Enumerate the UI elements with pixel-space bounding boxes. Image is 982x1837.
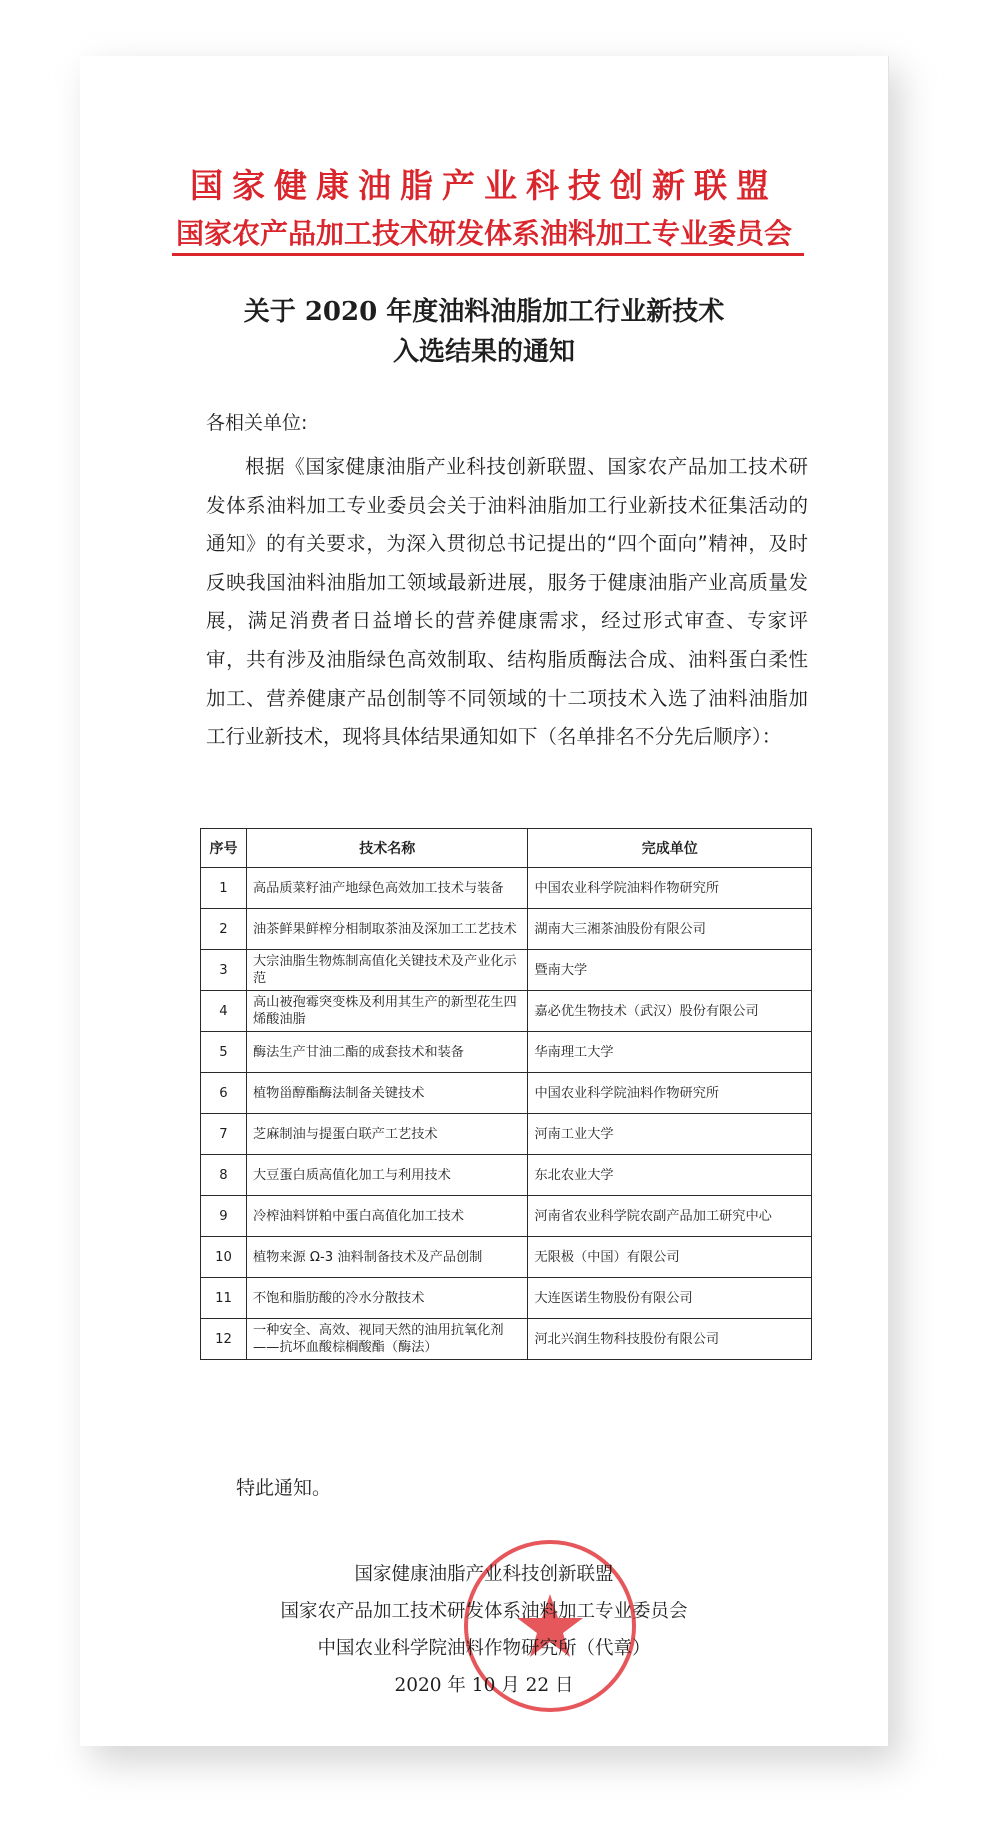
row-index: 11	[201, 1278, 247, 1319]
technology-table	[200, 828, 812, 1360]
table-row	[201, 1278, 812, 1319]
row-organization: 无限极（中国）有限公司	[528, 1237, 812, 1278]
header-organization: 完成单位	[528, 829, 812, 868]
row-technology: 植物甾醇酯酶法制备关键技术	[246, 1073, 528, 1114]
row-index: 10	[201, 1237, 247, 1278]
row-organization: 华南理工大学	[528, 1032, 812, 1073]
row-index: 3	[201, 950, 247, 991]
table-row	[201, 1196, 812, 1237]
header-index: 序号	[201, 829, 247, 868]
row-index: 5	[201, 1032, 247, 1073]
table-row	[201, 1155, 812, 1196]
header-technology: 技术名称	[246, 829, 528, 868]
row-technology: 高品质菜籽油产地绿色高效加工技术与装备	[246, 868, 528, 909]
signature-org-2: 国家农产品加工技术研发体系油料加工专业委员会	[280, 1601, 688, 1622]
row-technology: 一种安全、高效、视同天然的油用抗氧化剂——抗坏血酸棕榈酸酯（酶法）	[246, 1319, 528, 1360]
title-line-2: 入选结果的通知	[392, 337, 575, 367]
row-organization: 中国农业科学院油料作物研究所	[528, 868, 812, 909]
row-technology: 大宗油脂生物炼制高值化关键技术及产业化示范	[246, 950, 528, 991]
table-row	[201, 950, 812, 991]
row-index: 8	[201, 1155, 247, 1196]
closing-remark: 特此通知。	[236, 1477, 332, 1499]
letterhead-red-rule	[172, 253, 804, 256]
row-index: 6	[201, 1073, 247, 1114]
row-technology: 冷榨油料饼粕中蛋白高值化加工技术	[246, 1196, 528, 1237]
row-technology: 高山被孢霉突变株及利用其生产的新型花生四烯酸油脂	[246, 991, 528, 1032]
table-row	[201, 1319, 812, 1360]
row-technology: 植物来源 Ω-3 油料制备技术及产品创制	[246, 1237, 528, 1278]
row-organization: 暨南大学	[528, 950, 812, 991]
row-index: 7	[201, 1114, 247, 1155]
signature-date: 2020 年 10 月 22 日	[394, 1675, 574, 1696]
title-line-1: 关于 2020 年度油料油脂加工行业新技术	[243, 297, 725, 327]
row-index: 12	[201, 1319, 247, 1360]
row-organization: 中国农业科学院油料作物研究所	[528, 1073, 812, 1114]
table-row	[201, 1073, 812, 1114]
row-index: 1	[201, 868, 247, 909]
row-technology: 芝麻制油与提蛋白联产工艺技术	[246, 1114, 528, 1155]
row-organization: 湖南大三湘茶油股份有限公司	[528, 909, 812, 950]
row-organization: 东北农业大学	[528, 1155, 812, 1196]
row-technology: 大豆蛋白质高值化加工与利用技术	[246, 1155, 528, 1196]
table-row	[201, 991, 812, 1032]
row-technology: 不饱和脂肪酸的冷水分散技术	[246, 1278, 528, 1319]
row-organization: 河北兴润生物科技股份有限公司	[528, 1319, 812, 1360]
row-index: 9	[201, 1196, 247, 1237]
table-row	[201, 868, 812, 909]
row-organization: 河南省农业科学院农副产品加工研究中心	[528, 1196, 812, 1237]
table-row	[201, 1032, 812, 1073]
letterhead-line-1: 国家健康油脂产业科技创新联盟	[190, 166, 778, 205]
row-technology: 酶法生产甘油二酯的成套技术和装备	[246, 1032, 528, 1073]
body-paragraph: 根据《国家健康油脂产业科技创新联盟、国家农产品加工技术研发体系油料加工专业委员会关于油料油脂加工行业新技术征集活动的通知》的有关要求，为深入贯彻总书记提出的“四个面向”精神，及时反映我国油料油脂加工领域最新进展，服务于健康油脂产业高质量发展，满足消费者日益增长的营养健康需求，经过形式审查、专家评审，共有涉及油脂绿色高效制取、结构脂质酶法合成、油料蛋白柔性加工、营养健康产品创制等不同领域的十二项技术入选了油料油脂加工行业新技术，现将具体结果通知如下（名单排名不分先后顺序）：	[206, 455, 808, 749]
row-organization: 嘉必优生物技术（武汉）股份有限公司	[528, 991, 812, 1032]
salutation: 各相关单位:	[206, 412, 308, 434]
document-title	[80, 292, 888, 372]
row-organization: 河南工业大学	[528, 1114, 812, 1155]
table-header-row	[201, 829, 812, 868]
row-organization: 大连医诺生物股份有限公司	[528, 1278, 812, 1319]
signature-org-3: 中国农业科学院油料作物研究所（代章）	[317, 1638, 651, 1659]
row-technology: 油茶鲜果鲜榨分相制取茶油及深加工工艺技术	[246, 909, 528, 950]
table-row	[201, 1114, 812, 1155]
row-index: 4	[201, 991, 247, 1032]
signature-org-1: 国家健康油脂产业科技创新联盟	[354, 1564, 614, 1585]
table-row	[201, 909, 812, 950]
table-row	[201, 1237, 812, 1278]
letterhead-line-2: 国家农产品加工技术研发体系油料加工专业委员会	[175, 217, 792, 250]
document-page	[80, 56, 889, 1746]
row-index: 2	[201, 909, 247, 950]
